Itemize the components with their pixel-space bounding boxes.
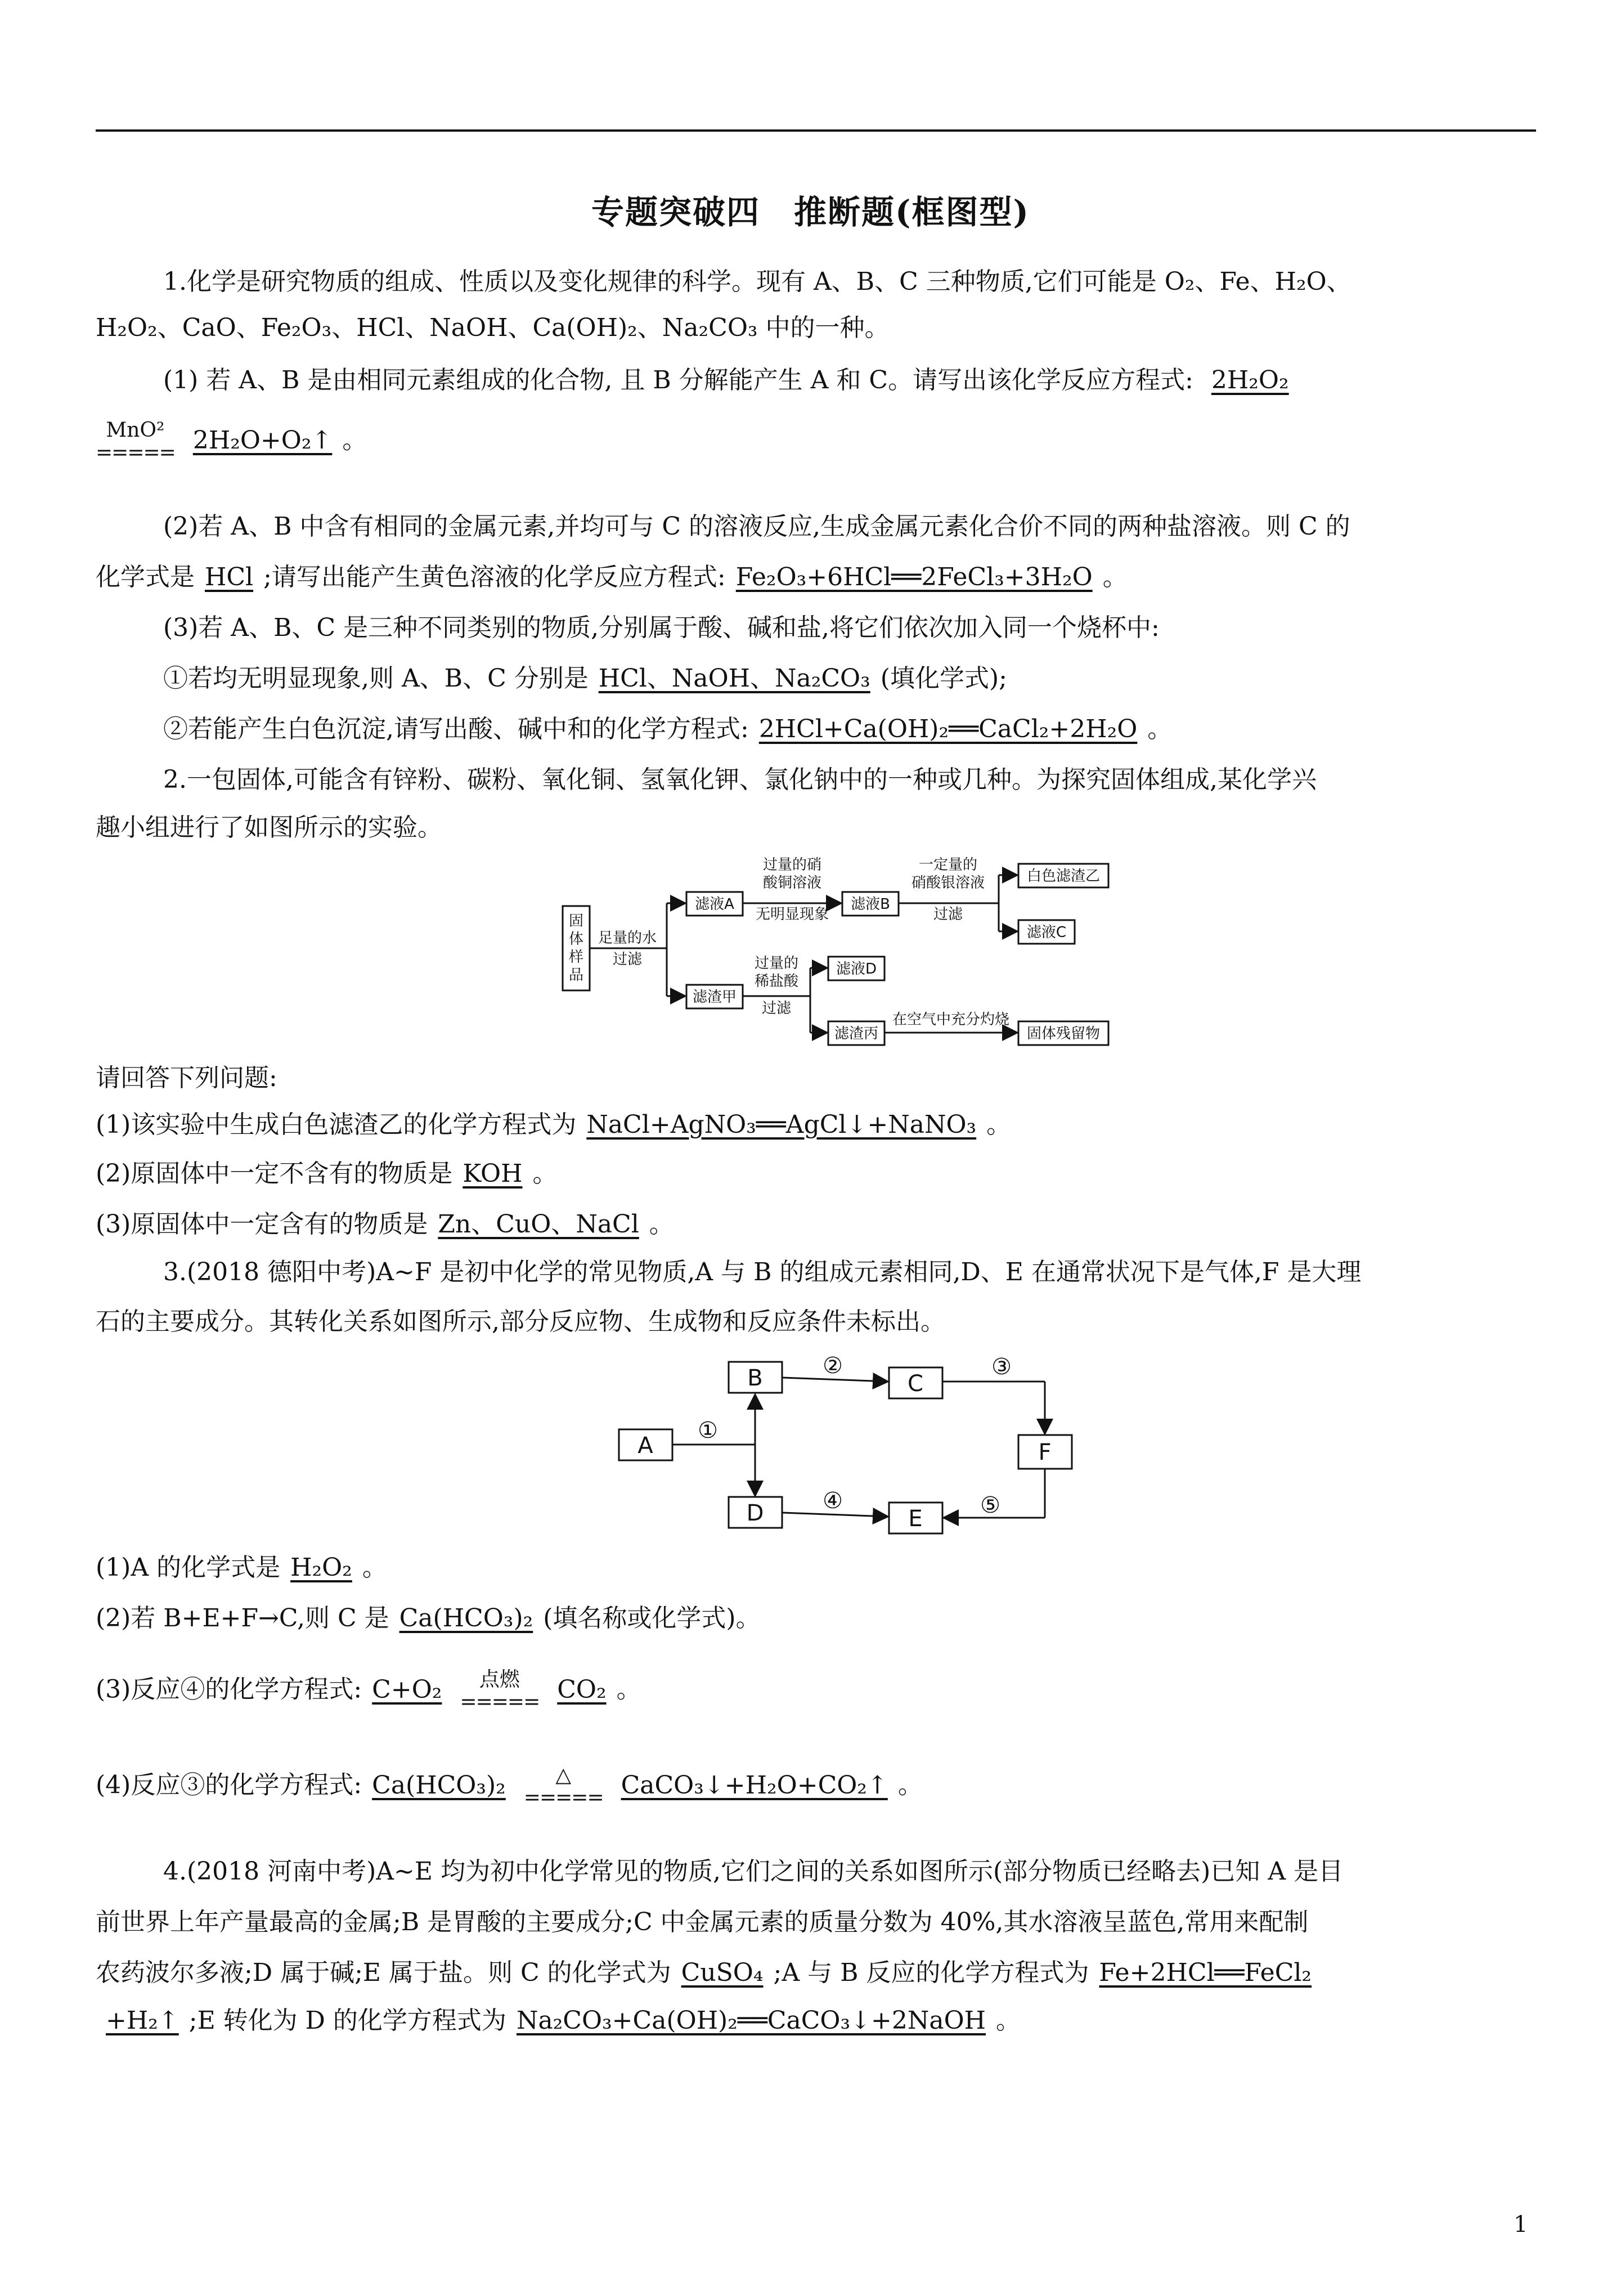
label-burn: 在空气中充分灼烧 — [892, 1011, 1010, 1028]
label-solid-residue: 固体残留物 — [1026, 1025, 1101, 1042]
q2-ask: 请回答下列问题: — [96, 1064, 277, 1092]
q2-flow-diagram — [557, 853, 1131, 1055]
q1-part3-1: ①若均无明显现象,则 A、B、C 分别是 HCl、NaOH、Na₂CO₃ (填化学式); — [163, 664, 1007, 693]
q1-part1-cont: MnO² ===== 2H₂O+O₂↑ 。 — [96, 419, 367, 464]
label-f: F — [1038, 1440, 1052, 1465]
label-a: A — [637, 1433, 653, 1459]
label-cu-3: 无明显现象 — [755, 906, 829, 923]
label-r1: ① — [698, 1418, 718, 1443]
q3-part2-answer: Ca(HCO₃)₂ — [399, 1604, 533, 1633]
q2-part1: (1)该实验中生成白色滤渣乙的化学方程式为 NaCl+AgNO₃══AgCl↓+NaNO₃ 。 — [96, 1110, 1012, 1139]
svg-text:体: 体 — [568, 931, 584, 948]
q1-part2-answer1: HCl — [205, 563, 254, 591]
q1-part1-answer-b: 2H₂O+O₂↑ — [192, 425, 333, 455]
q3-part3-condition: 点燃 ===== — [460, 1668, 540, 1714]
label-r5: ⑤ — [980, 1492, 1000, 1518]
label-residue-jia: 滤渣甲 — [692, 989, 737, 1006]
label-b: B — [747, 1365, 763, 1391]
label-hcl-1: 过量的 — [754, 955, 799, 972]
label-c: C — [908, 1371, 923, 1397]
q4-line3: 农药波尔多液;D 属于碱;E 属于盐。则 C 的化学式为 CuSO₄ ;A 与 B 反应的化学方程式为 Fe+2HCl══FeCl₂ — [96, 1956, 1536, 1990]
label-cu-1: 过量的硝 — [762, 856, 822, 873]
label-filter-1: 过滤 — [612, 951, 643, 968]
q4-line4: +H₂↑ ;E 转化为 D 的化学方程式为 Na₂CO₃+Ca(OH)₂══CaCO₃↓+2NaOH 。 — [96, 2003, 1536, 2038]
q3-part4-answer-a: Ca(HCO₃)₂ — [372, 1770, 506, 1800]
q1-part3: (3)若 A、B、C 是三种不同类别的物质,分别属于酸、碱和盐,将它们依次加入同一个烧杯中: — [163, 613, 1160, 642]
label-filtrate-b: 滤液B — [851, 896, 890, 913]
q3-part2: (2)若 B+E+F→C,则 C 是 Ca(HCO₃)₂ (填名称或化学式)。 — [96, 1604, 761, 1633]
q2-part1-answer: NaCl+AgNO₃══AgCl↓+NaNO₃ — [586, 1110, 977, 1139]
page-number: 1 — [1514, 2212, 1528, 2237]
label-filtrate-a: 滤液A — [695, 896, 734, 913]
label-ag-2: 硝酸银溶液 — [911, 875, 985, 891]
q4-line1: 4.(2018 河南中考)A~E 均为初中化学常见的物质,它们之间的关系如图所示(部分物质已经略去)已知 A 是目 — [163, 1857, 1344, 1886]
q1-reaction-condition: MnO² ===== — [96, 419, 175, 464]
q1-part3-2-answer: 2HCl+Ca(OH)₂══CaCl₂+2H₂O — [758, 715, 1138, 743]
q4-answer-c: CuSO₄ — [681, 1958, 764, 1987]
svg-text:样: 样 — [568, 949, 584, 966]
q3-part1-answer: H₂O₂ — [290, 1553, 352, 1582]
header-rule — [96, 129, 1536, 132]
q3-part4: (4)反应③的化学方程式: Ca(HCO₃)₂ △ ===== CaCO₃↓+H₂O+CO₂↑ 。 — [96, 1764, 923, 1809]
label-water: 足量的水 — [598, 930, 657, 947]
q4-line2: 前世界上年产量最高的金属;B 是胃酸的主要成分;C 中金属元素的质量分数为 40%,其水溶液呈蓝色,常用来配制 — [96, 1908, 1309, 1936]
label-r2: ② — [823, 1353, 843, 1379]
q1-part1 — [96, 363, 1604, 398]
q1-line1: 1.化学是研究物质的组成、性质以及变化规律的科学。现有 A、B、C 三种物质,它们可能是 O₂、Fe、H₂O、 — [163, 267, 1351, 296]
label-residue-yi: 白色滤渣乙 — [1026, 868, 1101, 885]
q4-answer-ed: Na₂CO₃+Ca(OH)₂══CaCO₃↓+2NaOH — [516, 2006, 986, 2035]
label-filtrate-c: 滤液C — [1026, 924, 1067, 941]
q1-part1-text: (1) 若 A、B 是由相同元素组成的化合物, 且 B 分解能产生 A 和 C。请写出该化学反应方程式: — [163, 366, 1193, 394]
q1-part3-1-answer: HCl、NaOH、Na₂CO₃ — [598, 664, 870, 693]
page-title: 专题突破四 推断题(框图型) — [591, 193, 1030, 231]
label-hcl-2: 稀盐酸 — [754, 973, 799, 990]
q1-line2: H₂O₂、CaO、Fe₂O₃、HCl、NaOH、Ca(OH)₂、Na₂CO₃ 中的一种。 — [96, 313, 890, 342]
q2-part3: (3)原固体中一定含有的物质是 Zn、CuO、NaCl 。 — [96, 1210, 674, 1239]
q1-part3-2: ②若能产生白色沉淀,请写出酸、碱中和的化学方程式: 2HCl+Ca(OH)₂══CaCl₂+2H₂O 。 — [163, 715, 1173, 743]
label-sample-1: 固 — [568, 913, 584, 930]
q4-answer-ab-b: +H₂↑ — [106, 2006, 179, 2035]
q3-part4-answer-b: CaCO₃↓+H₂O+CO₂↑ — [621, 1770, 888, 1800]
label-ag-3: 过滤 — [933, 906, 963, 923]
q1-part2-line1: (2)若 A、B 中含有相同的金属元素,并均可与 C 的溶液反应,生成金属元素化合价不同的两种盐溶液。则 C 的 — [163, 512, 1350, 541]
q3-relation-diagram — [608, 1351, 1092, 1542]
q3-part3-answer-b: CO₂ — [557, 1675, 607, 1704]
label-d: D — [746, 1500, 764, 1526]
label-r3: ③ — [991, 1354, 1012, 1380]
q1-part1-answer-a: 2H₂O₂ — [1211, 366, 1289, 394]
label-hcl-3: 过滤 — [761, 1000, 792, 1017]
q2-part3-answer: Zn、CuO、NaCl — [438, 1210, 639, 1239]
label-cu-2: 酸铜溶液 — [762, 875, 822, 891]
label-e: E — [908, 1506, 923, 1532]
q3-part3-answer-a: C+O₂ — [372, 1675, 442, 1704]
q3-part4-condition: △ ===== — [523, 1764, 603, 1809]
q3-line2: 石的主要成分。其转化关系如图所示,部分反应物、生成物和反应条件未标出。 — [96, 1307, 945, 1336]
svg-text:品: 品 — [568, 967, 584, 984]
q1-part2-answer2: Fe₂O₃+6HCl══2FeCl₃+3H₂O — [735, 563, 1093, 591]
label-r4: ④ — [823, 1488, 843, 1514]
q2-line2: 趣小组进行了如图所示的实验。 — [96, 813, 442, 842]
label-filtrate-d: 滤液D — [836, 961, 877, 977]
q3-part1: (1)A 的化学式是 H₂O₂ 。 — [96, 1553, 387, 1582]
q3-part3: (3)反应④的化学方程式: C+O₂ 点燃 ===== CO₂ 。 — [96, 1668, 641, 1714]
q3-line1: 3.(2018 德阳中考)A~F 是初中化学的常见物质,A 与 B 的组成元素相同,D、E 在通常状况下是气体,F 是大理 — [163, 1258, 1362, 1286]
q4-answer-ab-a: Fe+2HCl══FeCl₂ — [1099, 1958, 1312, 1987]
q1-part2-line2: 化学式是 HCl ;请写出能产生黄色溶液的化学反应方程式: Fe₂O₃+6HCl══2FeCl₃+3H₂O 。 — [96, 563, 1128, 591]
q2-part2: (2)原固体中一定不含有的物质是 KOH 。 — [96, 1159, 558, 1188]
label-residue-bing: 滤渣丙 — [834, 1025, 879, 1042]
label-ag-1: 一定量的 — [918, 856, 978, 873]
q2-line1: 2.一包固体,可能含有锌粉、碳粉、氧化铜、氢氧化钾、氯化钠中的一种或几种。为探究固体组成,某化学兴 — [163, 765, 1317, 794]
q2-part2-answer: KOH — [462, 1159, 523, 1188]
